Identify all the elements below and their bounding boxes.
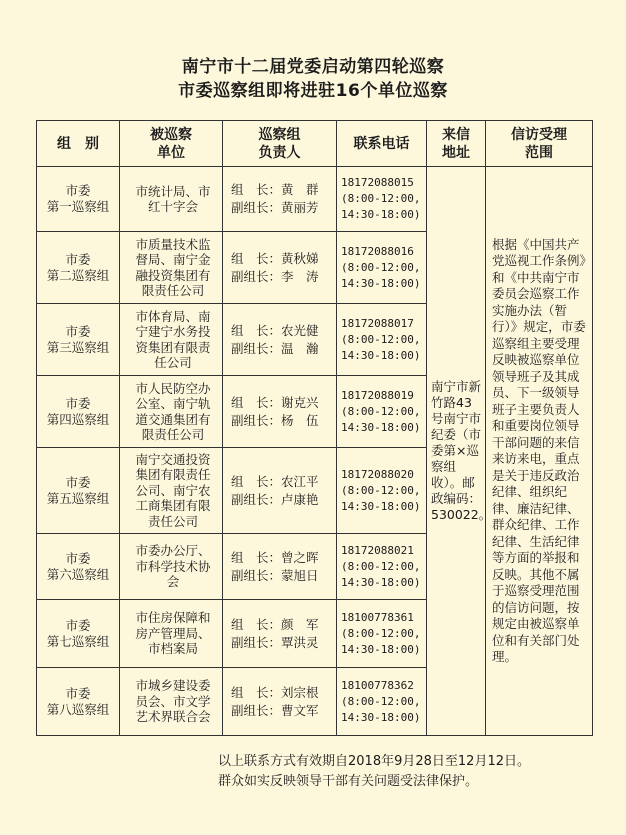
validity-note: [218, 752, 530, 792]
hours-afternoon: 14:30-18:00): [341, 276, 421, 290]
page-title-line2: 市委巡察组即将进驻16个单位巡察: [178, 81, 448, 101]
table-header-row: [37, 121, 593, 167]
group-prefix: 市委: [65, 685, 91, 701]
group-cell: [37, 600, 120, 668]
leader: 组 长：农江平: [231, 473, 319, 489]
leader: 组 长：曾之晖: [231, 549, 319, 565]
hours-afternoon: 14:30-18:00): [341, 642, 421, 656]
page-title-line1: 南宁市十二届党委启动第四轮巡察: [181, 57, 445, 77]
group-cell: [37, 376, 120, 448]
unit-cell: 市人民防空办公室、南宁轨道交通集团有限责任公司: [120, 376, 223, 448]
phone-number: 18172088019: [341, 388, 414, 402]
hours-afternoon: 14:30-18:00): [341, 710, 421, 724]
deputy-leader: 副组长：蒙旭日: [231, 567, 319, 583]
group-name: 第八巡察组: [46, 701, 110, 717]
leader-cell: [223, 448, 337, 534]
leader-cell: [223, 668, 337, 736]
phone-cell: [337, 668, 427, 736]
phone-number: 18172088015: [341, 176, 414, 189]
group-cell: [37, 448, 120, 534]
leader: 组 长：颜 军: [231, 616, 319, 632]
hours-afternoon: 14:30-18:00): [341, 575, 421, 589]
inspection-table: [36, 120, 593, 736]
group-cell: [37, 668, 120, 736]
group-prefix: 市委: [65, 183, 91, 198]
hours-morning: (8:00-12:00,: [341, 192, 421, 205]
leader: 组 长：黄秋娣: [231, 250, 319, 266]
address-cell: 南宁市新竹路43号南宁市纪委（市委第×巡察组收）。邮政编码：530022。: [427, 167, 486, 736]
hours-morning: (8:00-12:00,: [341, 260, 421, 274]
header-address: [427, 121, 486, 167]
deputy-leader: 副组长：杨 伍: [231, 412, 319, 428]
group-prefix: 市委: [65, 550, 91, 566]
leader: 组 长：谢克兴: [231, 394, 319, 410]
leader-cell: [223, 534, 337, 600]
unit-cell: 市体育局、南宁建宁水务投资集团有限责任公司: [120, 304, 223, 376]
unit-cell: 市城乡建设委员会、市文学艺术界联合会: [120, 668, 223, 736]
group-name: 第四巡察组: [46, 411, 110, 427]
group-prefix: 市委: [65, 474, 91, 490]
phone-cell: [337, 167, 427, 232]
header-group: 组 别: [37, 121, 120, 167]
hours-afternoon: 14:30-18:00): [341, 348, 421, 362]
phone-number: 18172088021: [341, 543, 414, 557]
header-leader: [223, 121, 337, 167]
group-name: 第三巡察组: [46, 339, 110, 355]
group-prefix: 市委: [65, 251, 91, 267]
phone-number: 18172088017: [341, 316, 414, 330]
header-scope-line1: 信访受理: [511, 126, 567, 143]
header-scope-line2: 范围: [525, 144, 553, 161]
header-unit-line1: 被巡察: [150, 126, 192, 143]
header-phone: 联系电话: [337, 121, 427, 167]
leader: 组 长：农光健: [231, 322, 319, 338]
header-leader-line2: 负责人: [258, 144, 301, 161]
header-leader-line1: 巡察组: [258, 126, 301, 143]
phone-cell: [337, 534, 427, 600]
leader-cell: [223, 232, 337, 304]
leader-cell: [223, 304, 337, 376]
deputy-leader: 副组长：李 涛: [231, 268, 319, 284]
phone-number: 18172088020: [341, 467, 414, 481]
phone-cell: [337, 304, 427, 376]
header-unit-line2: 单位: [157, 144, 185, 161]
hours-afternoon: 14:30-18:00): [341, 499, 421, 513]
phone-cell: [337, 232, 427, 304]
hours-morning: (8:00-12:00,: [341, 404, 421, 418]
deputy-leader: 副组长：曹文军: [231, 702, 319, 718]
hours-morning: (8:00-12:00,: [341, 483, 421, 497]
group-cell: [37, 304, 120, 376]
scope-cell: 根据《中国共产党巡视工作条例》和《中共南宁市委员会巡察工作实施办法（暂行）》规定，市委巡察组主要受理反映被巡察单位领导班子及其成员、下一级领导班子主要负责人和重要岗位领导干部问题的来信来访来电，重点是关于违反政治纪律、组织纪律、廉洁纪律、群众纪律、工作纪律、生活纪律等方面的举报和反映。其他不属于巡察受理范围的信访问题，按规定由被巡察单位和有关部门处理。: [486, 167, 593, 736]
header-unit: [120, 121, 223, 167]
group-name: 第七巡察组: [46, 633, 110, 649]
group-prefix: 市委: [65, 617, 91, 633]
leader-cell: [223, 600, 337, 668]
leader-cell: [223, 376, 337, 448]
unit-cell: 市委办公厅、市科学技术协会: [120, 534, 223, 600]
group-name: 第二巡察组: [46, 267, 110, 283]
deputy-leader: 副组长：卢康艳: [231, 491, 319, 507]
deputy-leader: 副组长：覃洪灵: [231, 634, 319, 650]
group-cell: [37, 167, 120, 232]
phone-number: 18100778361: [341, 610, 414, 624]
hours-morning: (8:00-12:00,: [341, 559, 421, 573]
group-name: 第五巡察组: [46, 490, 110, 506]
phone-number: 18172088016: [341, 244, 414, 258]
unit-cell: 市住房保障和房产管理局、市档案局: [120, 600, 223, 668]
hours-afternoon: 14:30-18:00): [341, 420, 421, 434]
phone-cell: [337, 600, 427, 668]
group-prefix: 市委: [65, 395, 91, 411]
validity-line: 以上联系方式有效期自2018年9月28日至12月12日。: [218, 754, 530, 769]
phone-cell: [337, 376, 427, 448]
unit-cell: 南宁交通投资集团有限责任公司、南宁农工商集团有限责任公司: [120, 448, 223, 534]
header-address-line1: 来信: [442, 126, 470, 143]
group-cell: [37, 232, 120, 304]
unit-cell: 市统计局、市红十字会: [120, 167, 223, 232]
table-row: [37, 167, 593, 232]
hours-afternoon: 14:30-18:00): [341, 208, 421, 221]
deputy-leader: 副组长：黄丽芳: [231, 200, 319, 215]
header-address-line2: 地址: [442, 144, 470, 161]
leader-cell: [223, 167, 337, 232]
group-cell: [37, 534, 120, 600]
header-scope: [486, 121, 593, 167]
hours-morning: (8:00-12:00,: [341, 694, 421, 708]
group-name: 第六巡察组: [46, 566, 110, 582]
unit-cell: 市质量技术监督局、南宁金融投资集团有限责任公司: [120, 232, 223, 304]
deputy-leader: 副组长：温 瀚: [231, 340, 319, 356]
phone-cell: [337, 448, 427, 534]
leader: 组 长：刘宗根: [231, 684, 319, 700]
hours-morning: (8:00-12:00,: [341, 626, 421, 640]
leader: 组 长：黄 群: [231, 182, 319, 197]
hours-morning: (8:00-12:00,: [341, 332, 421, 346]
phone-number: 18100778362: [341, 678, 414, 692]
group-name: 第一巡察组: [46, 199, 110, 214]
protection-line: 群众如实反映领导干部有关问题受法律保护。: [218, 774, 479, 789]
group-prefix: 市委: [65, 323, 91, 339]
